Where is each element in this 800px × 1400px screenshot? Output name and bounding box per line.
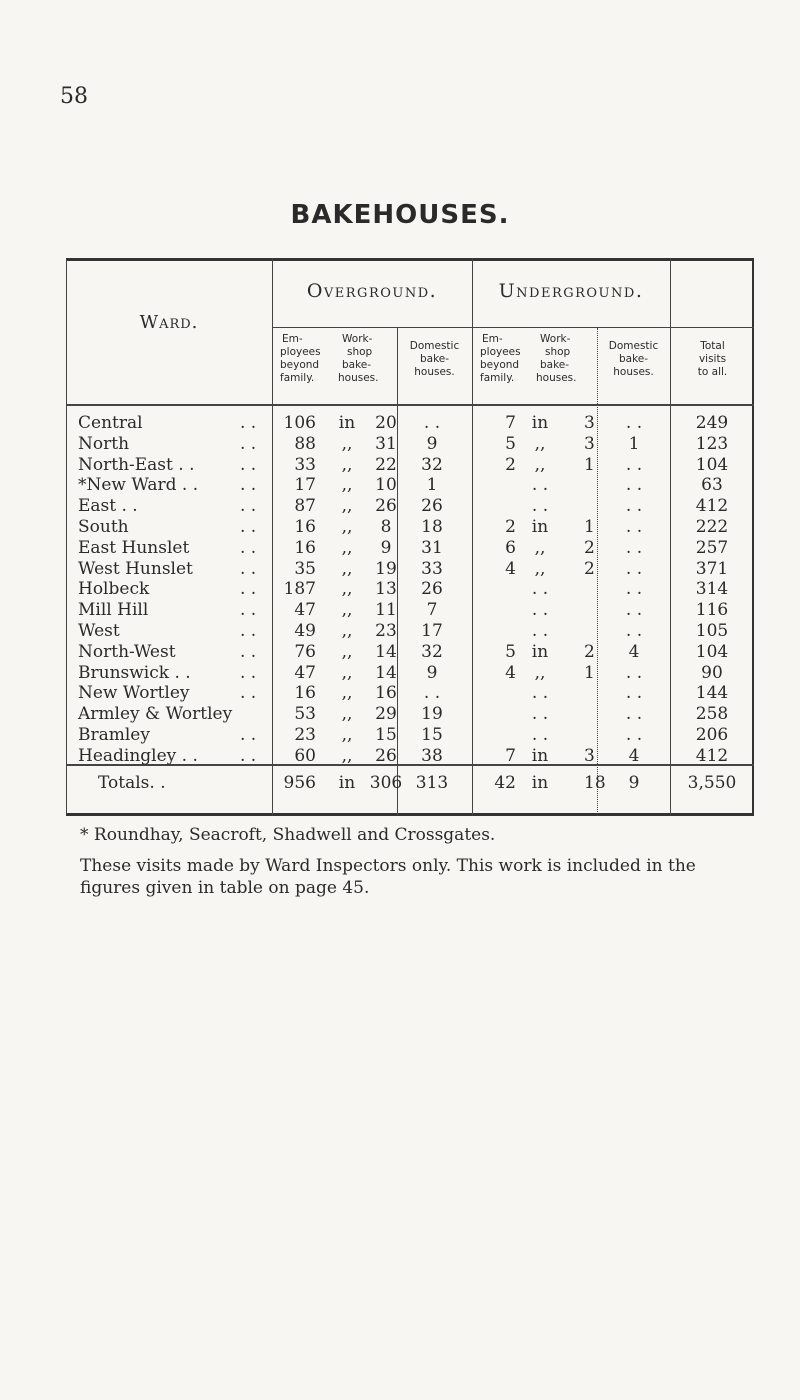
cell-underground-domestic: 1 — [628, 433, 640, 454]
cell-overground-domestic: 313 — [415, 773, 449, 793]
cell-overground-workshop: 29 — [375, 704, 397, 725]
cell-overground-domestic: 26 — [421, 496, 443, 517]
cell-ward: Central — [78, 413, 143, 433]
cell-overground-domestic: . . — [423, 683, 441, 704]
cell-overground-in: ,, — [341, 475, 353, 496]
header-ward: Ward. — [139, 312, 199, 333]
cell-overground-workshop: 15 — [375, 725, 397, 745]
header-text: Em- — [282, 333, 303, 345]
cell-overground-domestic: 9 — [426, 433, 438, 454]
cell-ward: North-West — [78, 641, 176, 662]
header-text: beyond — [280, 359, 320, 371]
cell-underground-in: ,, — [534, 558, 546, 579]
cell-ward: East Hunslet — [78, 537, 190, 558]
cell-overground-workshop: 23 — [375, 621, 397, 641]
cell-total-visits: 63 — [701, 475, 723, 496]
cell-underground-in: in — [531, 641, 549, 662]
cell-total-visits: 104 — [695, 454, 729, 475]
cell-underground-domestic: . . — [625, 558, 643, 579]
cell-overground-domestic: . . — [423, 413, 441, 433]
cell-overground-domestic: 15 — [421, 725, 443, 745]
cell-underground-in: . . — [531, 475, 549, 496]
cell-underground-domestic: . . — [625, 600, 643, 621]
cell-total-visits: 105 — [695, 621, 729, 641]
header-rule — [272, 327, 754, 328]
header-text: bake- — [540, 359, 570, 371]
cell-underground-domestic: . . — [625, 413, 643, 433]
cell-underground-employees: 4 — [505, 558, 516, 579]
cell-overground-in: ,, — [341, 745, 353, 766]
note-paragraph: These visits made by Ward Inspectors only. This work is included in the figures given in table on page 45. — [80, 856, 696, 898]
cell-ward: Holbeck — [78, 579, 150, 600]
page-number: 58 — [60, 84, 88, 109]
header-text: Work- — [342, 333, 373, 345]
cell-underground-domestic: . . — [625, 725, 643, 745]
cell-total-visits: 206 — [695, 725, 729, 745]
cell-overground-workshop: 22 — [375, 454, 397, 475]
cell-overground-workshop: 11 — [375, 600, 397, 621]
cell-overground-in: ,, — [341, 725, 353, 745]
cell-overground-employees: 106 — [283, 413, 316, 433]
cell-overground-employees: 88 — [294, 433, 316, 454]
header-text: Total — [700, 340, 725, 352]
cell-overground-employees: 16 — [294, 517, 316, 537]
leader-dots: . . — [240, 454, 257, 475]
cell-underground-in: . . — [531, 579, 549, 600]
cell-overground-employees: 35 — [294, 558, 316, 579]
cell-ward: North — [78, 433, 130, 454]
cell-overground-in: ,, — [341, 683, 353, 704]
cell-overground-employees: 53 — [294, 704, 316, 725]
leader-dots: . . — [240, 683, 257, 704]
cell-overground-employees: 87 — [294, 496, 316, 517]
cell-overground-domestic: 17 — [421, 621, 443, 641]
cell-underground-in: . . — [531, 621, 549, 641]
leader-dots: . . — [240, 517, 257, 537]
header-text: houses. — [536, 372, 577, 384]
cell-ward: New Wortley — [78, 683, 190, 704]
cell-ward: West — [78, 621, 120, 641]
cell-underground-domestic: . . — [625, 704, 643, 725]
cell-overground-workshop: 31 — [375, 433, 397, 454]
cell-total-visits: 222 — [695, 517, 729, 537]
leader-dots: . . — [240, 745, 257, 766]
cell-underground-workshop: 1 — [584, 517, 595, 537]
cell-underground-workshop: 3 — [584, 433, 595, 454]
leader-dots: . . — [240, 558, 257, 579]
leader-dots: . . — [240, 475, 257, 496]
cell-ward: Armley & Wortley — [78, 704, 233, 725]
leader-dots: . . — [240, 725, 257, 745]
cell-overground-employees: 16 — [294, 537, 316, 558]
cell-underground-domestic: . . — [625, 537, 643, 558]
leader-dots: . . — [240, 641, 257, 662]
header-text: shop — [545, 346, 571, 358]
header-text: family. — [480, 372, 515, 384]
cell-total-visits: 371 — [695, 558, 729, 579]
cell-underground-domestic: . . — [625, 475, 643, 496]
cell-overground-domestic: 7 — [426, 600, 438, 621]
cell-underground-employees: 7 — [505, 413, 516, 433]
cell-total-visits: 257 — [695, 537, 729, 558]
cell-underground-workshop: 1 — [584, 662, 595, 683]
cell-ward: *New Ward . . — [78, 475, 199, 496]
cell-overground-in: ,, — [341, 433, 353, 454]
cell-underground-workshop: 2 — [584, 641, 595, 662]
cell-underground-workshop: 1 — [584, 454, 595, 475]
cell-overground-domestic: 9 — [426, 662, 438, 683]
cell-ward: Bramley — [78, 725, 150, 745]
cell-underground-domestic: . . — [625, 496, 643, 517]
cell-underground-in: . . — [531, 600, 549, 621]
leader-dots: . . — [240, 496, 257, 517]
cell-overground-employees: 956 — [283, 773, 316, 793]
cell-underground-domestic: . . — [625, 454, 643, 475]
cell-overground-employees: 47 — [294, 600, 316, 621]
header-text: Domestic — [608, 340, 659, 352]
cell-underground-in: in — [531, 413, 549, 433]
cell-overground-domestic: 26 — [421, 579, 443, 600]
cell-overground-employees: 16 — [294, 683, 316, 704]
header-total-visits — [671, 340, 754, 379]
cell-underground-domestic: . . — [625, 683, 643, 704]
header-text: bake- — [419, 353, 450, 365]
cell-ward: East . . — [78, 496, 138, 517]
cell-overground-domestic: 31 — [421, 537, 443, 558]
cell-underground-in: . . — [531, 725, 549, 745]
cell-overground-in: ,, — [341, 579, 353, 600]
cell-underground-domestic: 4 — [628, 745, 640, 766]
cell-underground-in: . . — [531, 704, 549, 725]
cell-ward: South — [78, 517, 129, 537]
cell-overground-domestic: 38 — [421, 745, 443, 766]
header-text: to all. — [697, 366, 728, 378]
cell-underground-workshop: 3 — [584, 745, 595, 766]
cell-overground-domestic: 32 — [421, 641, 443, 662]
cell-underground-workshop: 3 — [584, 413, 595, 433]
cell-overground-in: ,, — [341, 621, 353, 641]
cell-total-visits: 123 — [695, 433, 729, 454]
cell-overground-employees: 60 — [294, 745, 316, 766]
cell-underground-employees: 5 — [505, 433, 516, 454]
cell-underground-in: in — [531, 773, 549, 793]
cell-underground-domestic: . . — [625, 579, 643, 600]
header-text: bake- — [342, 359, 372, 371]
header-text: family. — [280, 372, 315, 384]
header-text: houses. — [613, 366, 654, 378]
leader-dots: . . — [240, 600, 257, 621]
page-title: BAKEHOUSES. — [290, 200, 510, 230]
cell-total-visits: 314 — [695, 579, 729, 600]
cell-underground-in: in — [531, 517, 549, 537]
cell-overground-domestic: 32 — [421, 454, 443, 475]
header-text: visits — [698, 353, 727, 365]
cell-underground-workshop: 18 — [584, 773, 606, 793]
cell-overground-in: ,, — [341, 600, 353, 621]
cell-overground-workshop: 20 — [375, 413, 397, 433]
cell-total-visits: 3,550 — [687, 773, 737, 793]
cell-overground-workshop: 26 — [375, 745, 397, 766]
header-text: beyond — [480, 359, 520, 371]
cell-overground-domestic: 18 — [421, 517, 443, 537]
cell-overground-employees: 33 — [294, 454, 316, 475]
cell-underground-domestic: . . — [625, 621, 643, 641]
header-overground: Overground. — [306, 280, 438, 302]
cell-overground-in: ,, — [341, 641, 353, 662]
cell-ward: North-East . . — [78, 454, 195, 475]
cell-underground-in: ,, — [534, 454, 546, 475]
cell-overground-workshop: 13 — [375, 579, 397, 600]
cell-underground-in: ,, — [534, 662, 546, 683]
cell-overground-workshop: 26 — [375, 496, 397, 517]
header-text: bake- — [618, 353, 649, 365]
cell-ward: Mill Hill — [78, 600, 149, 621]
footnote: * Roundhay, Seacroft, Shadwell and Crossgates. — [80, 825, 496, 845]
leader-dots: . . — [240, 413, 257, 433]
cell-overground-workshop: 306 — [369, 773, 403, 793]
cell-overground-in: ,, — [341, 454, 353, 475]
totals-row — [0, 773, 800, 809]
cell-underground-employees: 2 — [505, 454, 516, 475]
cell-overground-employees: 17 — [294, 475, 316, 496]
cell-underground-employees: 7 — [505, 745, 516, 766]
cell-overground-employees: 47 — [294, 662, 316, 683]
cell-overground-workshop: 14 — [375, 662, 397, 683]
cell-underground-in: . . — [531, 496, 549, 517]
cell-total-visits: 90 — [701, 662, 723, 683]
cell-underground-in: ,, — [534, 433, 546, 454]
cell-ward: West Hunslet — [78, 558, 193, 579]
cell-overground-domestic: 33 — [421, 558, 443, 579]
cell-overground-workshop: 10 — [375, 475, 397, 496]
cell-overground-workshop: 9 — [380, 537, 392, 558]
header-overground-domestic — [397, 340, 472, 379]
cell-overground-in: ,, — [341, 496, 353, 517]
cell-total-visits: 144 — [695, 683, 729, 704]
cell-overground-workshop: 14 — [375, 641, 397, 662]
cell-total-visits: 249 — [695, 413, 729, 433]
header-rule — [66, 404, 754, 406]
leader-dots: . . — [240, 662, 257, 683]
cell-overground-in: ,, — [341, 704, 353, 725]
cell-overground-in: ,, — [341, 558, 353, 579]
cell-overground-workshop: 8 — [380, 517, 392, 537]
cell-total-visits: 104 — [695, 641, 729, 662]
leader-dots: . . — [240, 579, 257, 600]
cell-underground-employees: 5 — [505, 641, 516, 662]
leader-dots: . . — [240, 433, 257, 454]
header-text: Domestic — [409, 340, 460, 352]
cell-underground-domestic: . . — [625, 662, 643, 683]
cell-underground-in: ,, — [534, 537, 546, 558]
cell-overground-employees: 49 — [294, 621, 316, 641]
header-text: shop — [347, 346, 373, 358]
cell-overground-in: in — [338, 413, 356, 433]
leader-dots: . . — [240, 621, 257, 641]
cell-total-visits: 412 — [695, 496, 729, 517]
cell-total-visits: 258 — [695, 704, 729, 725]
totals-label: Totals. . — [98, 773, 166, 793]
cell-underground-employees: 6 — [505, 537, 516, 558]
header-text: houses. — [414, 366, 455, 378]
cell-underground-employees: 42 — [494, 773, 516, 793]
cell-ward: Brunswick . . — [78, 662, 191, 683]
cell-overground-in: ,, — [341, 662, 353, 683]
cell-overground-in: in — [338, 773, 356, 793]
header-underground-domestic — [597, 340, 670, 379]
cell-overground-employees: 76 — [294, 641, 316, 662]
header-underground: Underground. — [498, 280, 644, 302]
cell-underground-in: in — [531, 745, 549, 766]
cell-overground-domestic: 1 — [426, 475, 438, 496]
cell-overground-employees: 187 — [283, 579, 316, 600]
header-text: Work- — [540, 333, 571, 345]
cell-underground-employees: 2 — [505, 517, 516, 537]
leader-dots: . . — [240, 537, 257, 558]
header-text: ployees — [480, 346, 521, 358]
cell-overground-workshop: 19 — [375, 558, 397, 579]
header-text: houses. — [338, 372, 379, 384]
cell-total-visits: 412 — [695, 745, 729, 766]
cell-underground-workshop: 2 — [584, 537, 595, 558]
cell-underground-domestic: . . — [625, 517, 643, 537]
cell-underground-domestic: 4 — [628, 641, 640, 662]
cell-underground-workshop: 2 — [584, 558, 595, 579]
cell-overground-in: ,, — [341, 537, 353, 558]
cell-overground-employees: 23 — [294, 725, 316, 745]
cell-overground-in: ,, — [341, 517, 353, 537]
cell-underground-employees: 4 — [505, 662, 516, 683]
header-text: Em- — [482, 333, 503, 345]
cell-underground-domestic: 9 — [628, 773, 640, 793]
cell-total-visits: 116 — [695, 600, 729, 621]
cell-overground-workshop: 16 — [375, 683, 397, 704]
cell-underground-in: . . — [531, 683, 549, 704]
header-text: ployees — [280, 346, 321, 358]
cell-ward: Headingley . . — [78, 745, 198, 766]
cell-overground-domestic: 19 — [421, 704, 443, 725]
